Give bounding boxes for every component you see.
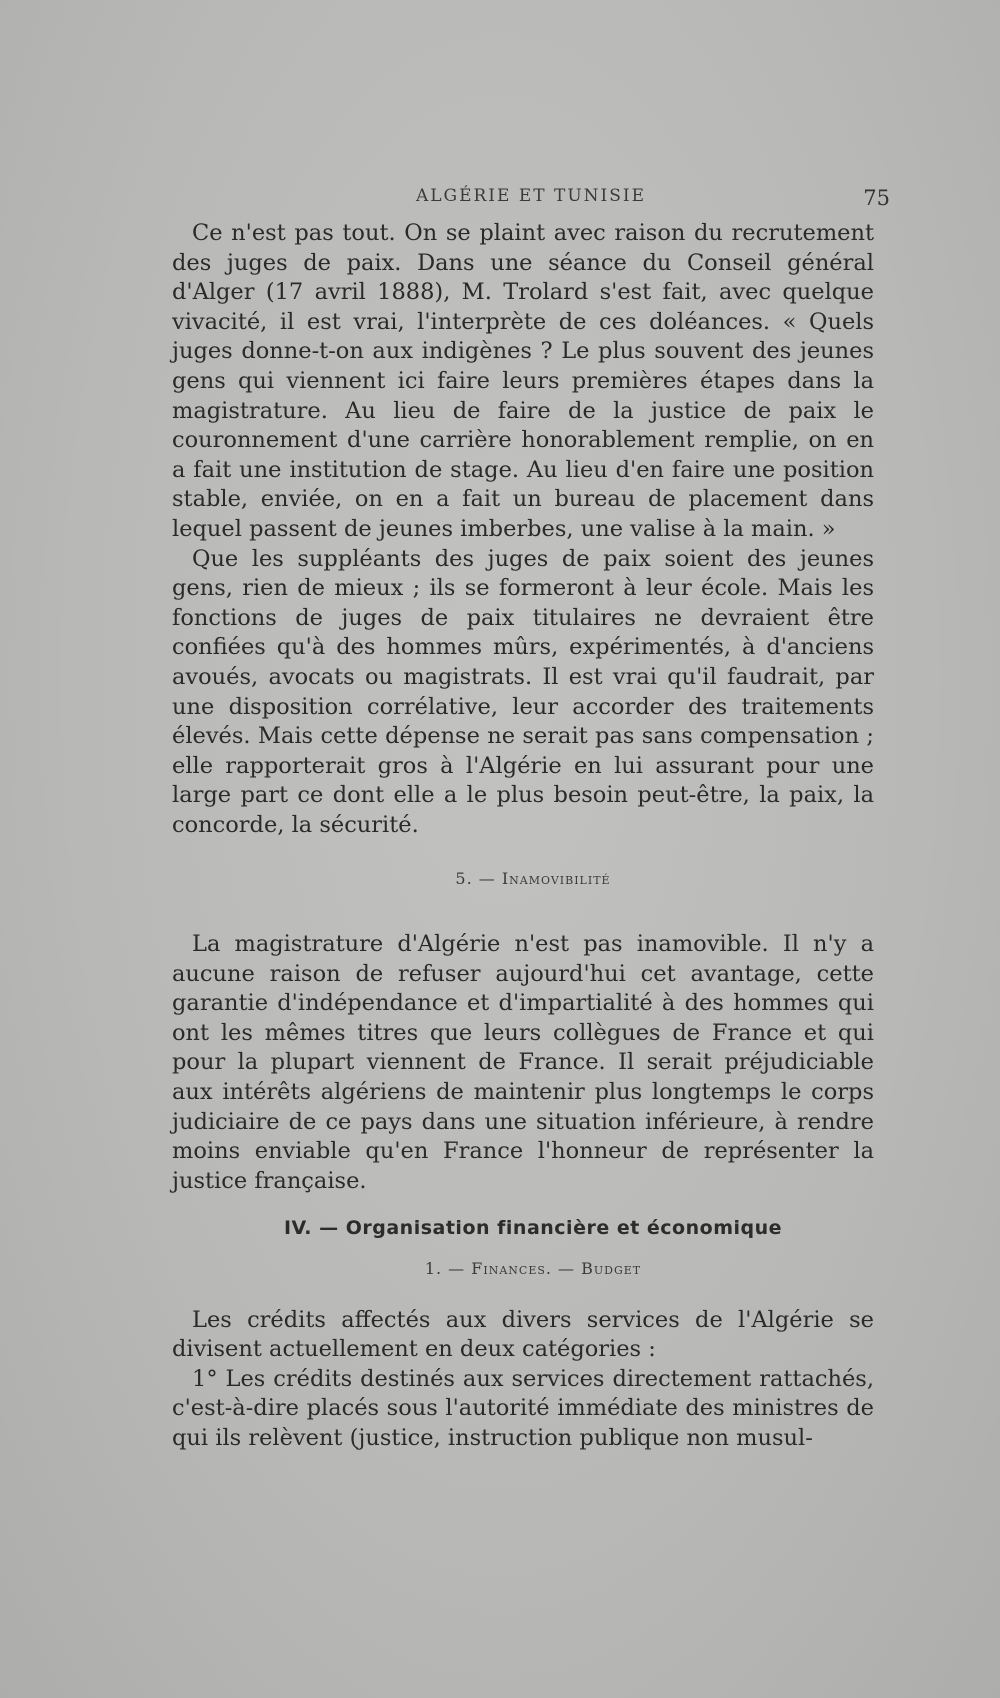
subsection-heading-finances: 1. — Finances. — Budget xyxy=(424,1259,642,1278)
paragraph: 1° Les crédits destinés aux services directement rattachés, c'est-à-dire placés sous l'autorité immédiate des ministres de qui ils relèvent (justice, instruction publique non musul- xyxy=(172,1365,874,1451)
running-title: ALGÉRIE ET TUNISIE xyxy=(415,186,647,206)
paragraph: Les crédits affectés aux divers services de l'Algérie se divisent actuellement en deux catégories : xyxy=(172,1306,874,1363)
subsection-heading-inamovibilite: 5. — Inamovibilité xyxy=(455,869,611,889)
paragraph: Que les suppléants des juges de paix soient des jeunes gens, rien de mieux ; ils se formeront à leur école. Mais les fonctions de juges de paix titulaires ne devraient être confiées qu'à des hommes mûrs, expérimentés, à d'anciens avoués, avocats ou magistrats. Il est vrai qu'il faudrait, par une disposition corrélative, leur accorder des traitements élevés. Mais cette dépense ne serait pas sans compensation ; elle rapporterait gros à l'Algérie en lui assurant pour une large part ce dont elle a le plus besoin peut-être, la paix, la concorde, la sécurité. xyxy=(172,545,874,838)
running-head xyxy=(172,186,890,212)
paragraph: La magistrature d'Algérie n'est pas inamovible. Il n'y a aucune raison de refuser aujourd'hui cet avantage, cette garantie d'indépendance et d'impartialité à des hommes qui ont les mêmes titres que leurs collègues de France et qui pour la plupart viennent de France. Il serait préjudiciable aux intérêts algériens de maintenir plus longtemps le corps judiciaire de ce pays dans une situation inférieure, à rendre moins enviable qu'en France l'honneur de représenter la justice française. xyxy=(172,931,874,1194)
body-text xyxy=(172,219,874,1454)
page-number: 75 xyxy=(863,186,890,210)
section-heading-organisation: IV. — Organisation financière et économique xyxy=(283,1217,783,1240)
paragraph: Ce n'est pas tout. On se plaint avec raison du recrutement des juges de paix. Dans une séance du Conseil général d'Alger (17 avril 1888), M. Trolard s'est fait, avec quelque vivacité, il est vrai, l'interprète de ces doléances. « Quels juges donne-t-on aux indigènes ? Le plus souvent des jeunes gens qui viennent ici faire leurs premières étapes dans la magistrature. Au lieu de faire de la justice de paix le couronnement d'une carrière honorablement remplie, on en a fait une institution de stage. Au lieu d'en faire une position stable, enviée, on en a fait un bureau de placement dans lequel passent de jeunes imberbes, une valise à la main. » xyxy=(172,220,874,542)
